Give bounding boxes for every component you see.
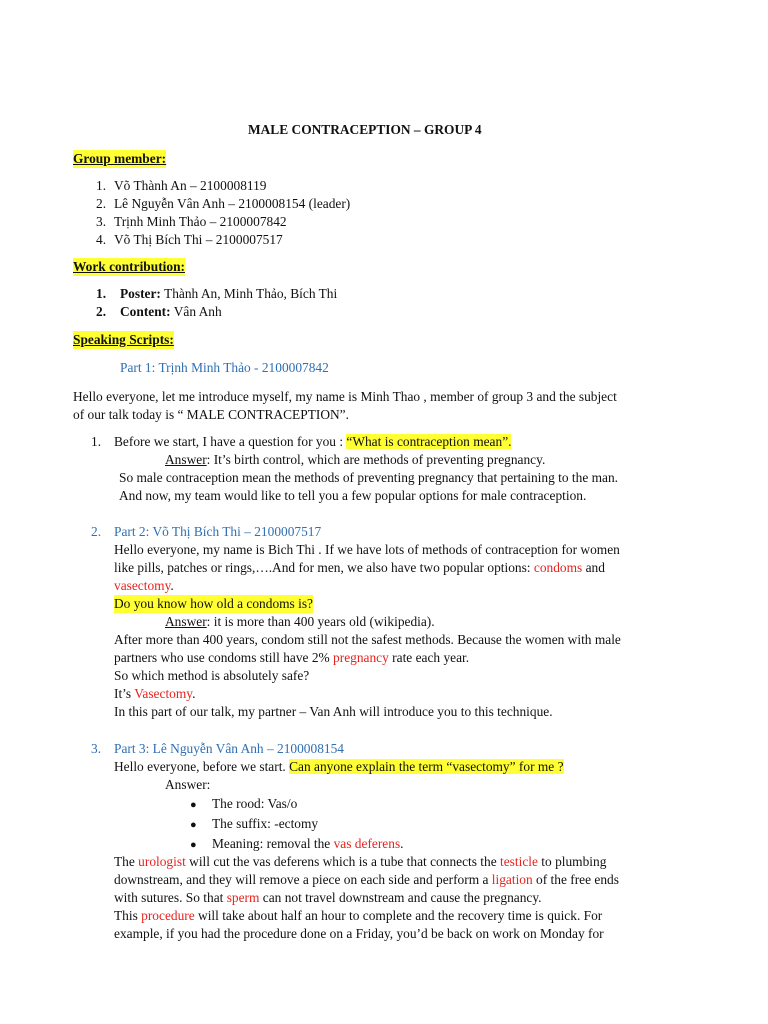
text-run: Meaning: removal the <box>212 836 334 851</box>
part3-body-line: example, if you had the procedure done on a Friday, you’d be back on work on Monday for <box>114 926 604 941</box>
part1-answer <box>165 451 545 469</box>
member-item: Trịnh Minh Thảo – 2100007842 <box>114 214 287 229</box>
keyword-vas-deferens: vas deferens <box>333 836 401 851</box>
bullet-item <box>212 835 404 853</box>
keyword-condoms: condoms <box>533 560 583 575</box>
contribution-label: Content: <box>120 304 171 319</box>
part2-body-line <box>114 685 195 703</box>
part3-title: Part 3: Lê Nguyễn Vân Anh – 2100008154 <box>114 741 344 756</box>
keyword-vasectomy: vasectomy <box>114 578 171 593</box>
bullet-item: The rood: Vas/o <box>212 796 298 811</box>
member-item: Võ Thành An – 2100008119 <box>114 178 267 193</box>
answer-label: Answer <box>165 452 207 467</box>
part1-question-highlight: “What is contraception mean”. <box>346 434 512 449</box>
text-run: . <box>192 686 196 701</box>
contribution-item <box>120 303 222 321</box>
member-item: Lê Nguyễn Vân Anh – 2100008154 (leader) <box>114 196 351 211</box>
contribution-number: 2. <box>96 304 107 319</box>
bullet-icon: ● <box>190 819 197 831</box>
part3-body-line <box>114 853 606 871</box>
part2-title: Part 2: Võ Thị Bích Thi – 2100007517 <box>114 524 322 539</box>
text-run: can not travel downstream and cause the pregnancy. <box>259 890 542 905</box>
text-run: like pills, patches or rings,….And for men, we also have two popular options: <box>114 560 534 575</box>
text-run: This <box>114 908 142 923</box>
answer-label: Answer <box>165 614 207 629</box>
document-title: MALE CONTRACEPTION – GROUP 4 <box>248 122 482 137</box>
answer-text: : it is more than 400 years old (wikipedia). <box>206 614 435 629</box>
keyword-vasectomy: Vasectomy <box>134 686 193 701</box>
keyword-urologist: urologist <box>138 854 186 869</box>
part3-number: 3. <box>91 741 102 756</box>
part3-body-line <box>114 889 542 907</box>
part3-question-highlight: Can anyone explain the term “vasectomy” for me ? <box>289 759 564 774</box>
part2-body-line: So which method is absolutely safe? <box>114 668 310 683</box>
contribution-text: Vân Anh <box>170 304 222 319</box>
text-run: The <box>114 854 139 869</box>
part3-answer-label: Answer: <box>165 777 211 792</box>
part2-answer <box>165 613 435 631</box>
part1-intro-line: Hello everyone, let me introduce myself, my name is Minh Thao , member of group 3 and the subject <box>73 389 617 404</box>
contribution-text: Thành An, Minh Thảo, Bích Thi <box>160 286 338 301</box>
part1-title: Part 1: Trịnh Minh Thảo - 2100007842 <box>120 360 329 375</box>
part2-body-line <box>114 577 174 595</box>
member-item: Võ Thị Bích Thi – 2100007517 <box>114 232 283 247</box>
work-contribution-heading: Work contribution: <box>73 259 185 274</box>
speaking-scripts-heading: Speaking Scripts: <box>73 332 174 347</box>
text-run: downstream, and they will remove a piece on each side and perform a <box>114 872 492 887</box>
part1-body-line: And now, my team would like to tell you a few popular options for male contraception. <box>119 488 587 503</box>
bullet-item: The suffix: -ectomy <box>212 816 319 831</box>
part2-body-line: In this part of our talk, my partner – Van Anh will introduce you to this technique. <box>114 704 553 719</box>
part1-question-number: 1. <box>91 434 102 449</box>
answer-text: : It’s birth control, which are methods of preventing pregnancy. <box>206 452 546 467</box>
keyword-pregnancy: pregnancy <box>333 650 389 665</box>
text-run: rate each year. <box>388 650 470 665</box>
part3-body-line <box>114 907 602 925</box>
member-number: 1. <box>96 178 107 193</box>
text-run: Hello everyone, before we start. <box>114 759 290 774</box>
text-run: with sutures. So that <box>114 890 227 905</box>
text-run: It’s <box>114 686 135 701</box>
part3-body-line <box>114 871 619 889</box>
part1-question-text: Before we start, I have a question for you : <box>114 434 347 449</box>
part2-number: 2. <box>91 524 102 539</box>
part1-body-line: So male contraception mean the methods of preventing pregnancy that pertaining to the man. <box>119 470 619 485</box>
keyword-ligation: ligation <box>491 872 533 887</box>
keyword-procedure: procedure <box>141 908 195 923</box>
bullet-icon: ● <box>190 799 197 811</box>
text-run: will cut the vas deferens which is a tube that connects the <box>185 854 501 869</box>
contribution-label: Poster: <box>120 286 161 301</box>
contribution-item <box>120 285 337 303</box>
keyword-sperm: sperm <box>226 890 260 905</box>
bullet-icon: ● <box>190 839 197 851</box>
part2-question: Do you know how old a condoms is? <box>114 596 313 611</box>
part3-body-line <box>114 758 564 776</box>
part2-body-line <box>114 559 605 577</box>
text-run: partners who use condoms still have 2% <box>114 650 334 665</box>
part1-question <box>114 433 511 451</box>
text-run: . <box>170 578 174 593</box>
part2-body-line: After more than 400 years, condom still not the safest methods. Because the women with male <box>114 632 621 647</box>
contribution-number: 1. <box>96 286 107 301</box>
member-number: 4. <box>96 232 107 247</box>
group-member-heading: Group member: <box>73 151 167 166</box>
keyword-testicle: testicle <box>500 854 538 869</box>
text-run: of the free ends <box>532 872 619 887</box>
part2-body-line: Hello everyone, my name is Bich Thi . If we have lots of methods of contraception for women <box>114 542 620 557</box>
text-run: . <box>400 836 404 851</box>
member-number: 2. <box>96 196 107 211</box>
part2-body-line <box>114 649 469 667</box>
text-run: will take about half an hour to complete and the recovery time is quick. For <box>194 908 603 923</box>
member-number: 3. <box>96 214 107 229</box>
text-run: and <box>582 560 605 575</box>
part1-intro-line: of our talk today is “ MALE CONTRACEPTION”. <box>73 407 349 422</box>
text-run: to plumbing <box>537 854 607 869</box>
